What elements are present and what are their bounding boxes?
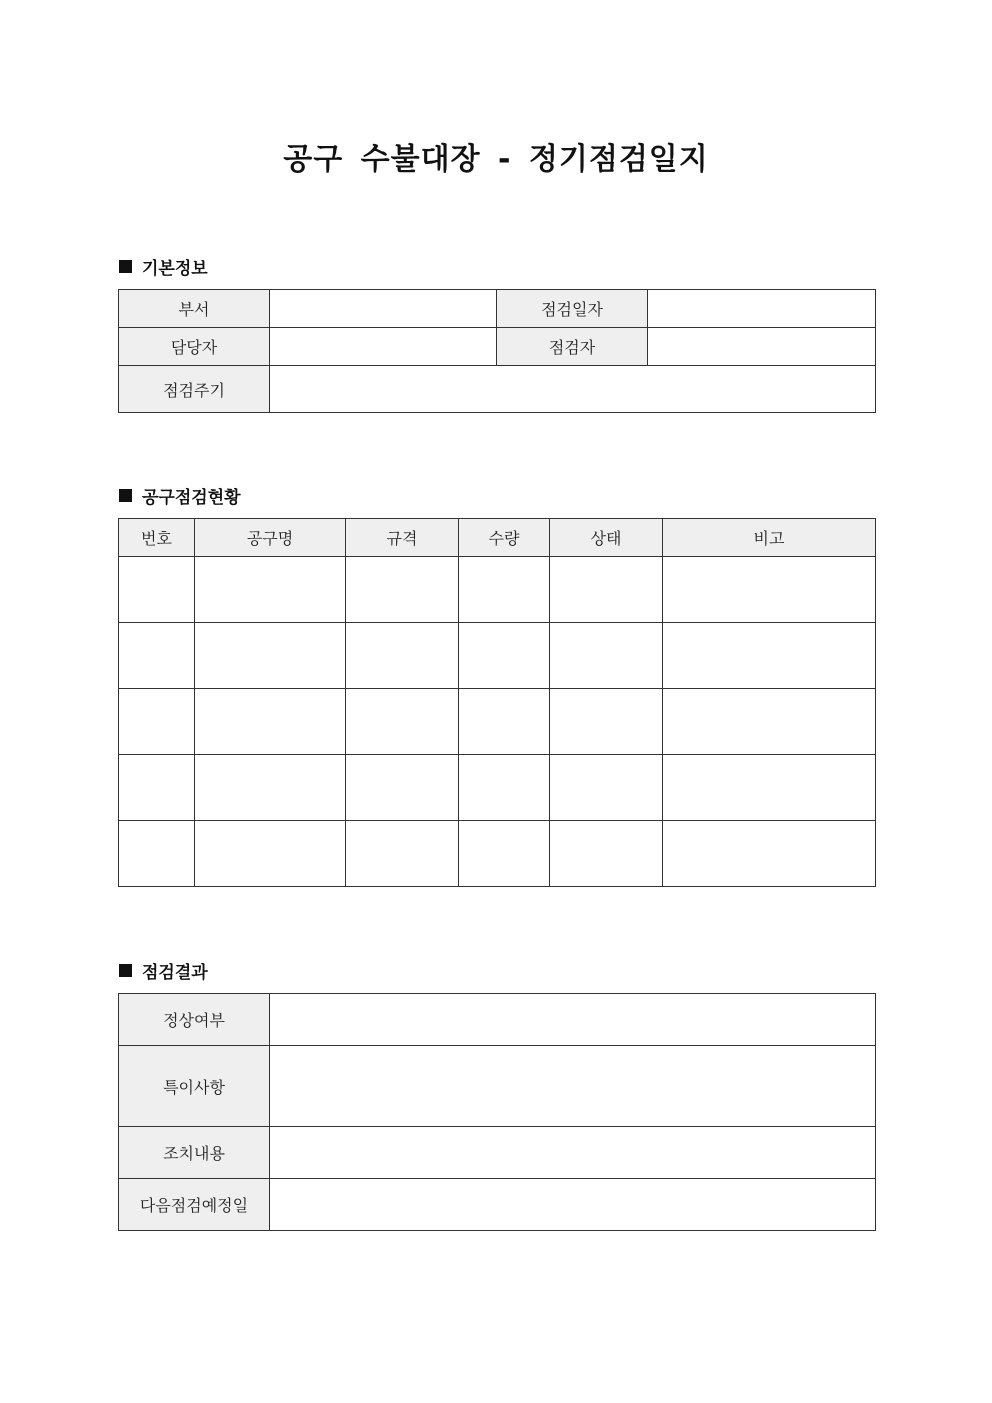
cell-spec[interactable] (346, 623, 459, 689)
cell-note[interactable] (663, 755, 876, 821)
cell-spec[interactable] (346, 755, 459, 821)
square-bullet-icon (119, 489, 132, 502)
normal-status-field[interactable] (270, 994, 876, 1046)
square-bullet-icon (119, 964, 132, 977)
cell-tool-name[interactable] (195, 557, 346, 623)
table-row (119, 557, 876, 623)
tool-status-table (118, 518, 876, 887)
cell-condition[interactable] (550, 689, 663, 755)
cell-spec[interactable] (346, 821, 459, 887)
column-header-number: 번호 (119, 519, 195, 557)
cell-quantity[interactable] (459, 557, 550, 623)
cell-spec[interactable] (346, 689, 459, 755)
cell-condition[interactable] (550, 821, 663, 887)
cell-spec[interactable] (346, 557, 459, 623)
department-field[interactable] (270, 290, 497, 328)
label-inspection-date: 점검일자 (497, 290, 648, 328)
action-field[interactable] (270, 1127, 876, 1179)
section-title: 기본정보 (142, 259, 208, 279)
page-title: 공구 수불대장 - 정기점검일지 (283, 142, 709, 177)
cell-tool-name[interactable] (195, 755, 346, 821)
cell-quantity[interactable] (459, 623, 550, 689)
section-title: 점검결과 (142, 963, 208, 983)
cell-number[interactable] (119, 623, 195, 689)
cell-tool-name[interactable] (195, 623, 346, 689)
cell-note[interactable] (663, 557, 876, 623)
cell-number[interactable] (119, 689, 195, 755)
manager-field[interactable] (270, 328, 497, 366)
basic-info-table (118, 289, 876, 413)
cell-condition[interactable] (550, 623, 663, 689)
cell-note[interactable] (663, 689, 876, 755)
table-row (119, 623, 876, 689)
cell-note[interactable] (663, 821, 876, 887)
table-row (119, 755, 876, 821)
next-date-field[interactable] (270, 1179, 876, 1231)
remarks-field[interactable] (270, 1046, 876, 1127)
label-inspector: 점검자 (497, 328, 648, 366)
square-bullet-icon (119, 260, 132, 273)
cell-number[interactable] (119, 755, 195, 821)
cell-quantity[interactable] (459, 755, 550, 821)
inspection-cycle-field[interactable] (270, 366, 876, 413)
result-table (118, 993, 876, 1231)
column-header-tool-name: 공구명 (195, 519, 346, 557)
column-header-condition: 상태 (550, 519, 663, 557)
column-header-note: 비고 (663, 519, 876, 557)
label-normal-status: 정상여부 (119, 994, 270, 1046)
section-heading-basic-info (119, 254, 208, 279)
inspection-date-field[interactable] (648, 290, 876, 328)
cell-number[interactable] (119, 821, 195, 887)
table-row (119, 821, 876, 887)
cell-tool-name[interactable] (195, 689, 346, 755)
label-manager: 담당자 (119, 328, 270, 366)
cell-number[interactable] (119, 557, 195, 623)
section-title: 공구점검현황 (142, 488, 241, 508)
section-heading-result (119, 958, 208, 983)
label-action: 조치내용 (119, 1127, 270, 1179)
table-row (119, 689, 876, 755)
label-next-date: 다음점검예정일 (119, 1179, 270, 1231)
cell-condition[interactable] (550, 755, 663, 821)
cell-condition[interactable] (550, 557, 663, 623)
cell-note[interactable] (663, 623, 876, 689)
column-header-quantity: 수량 (459, 519, 550, 557)
inspector-field[interactable] (648, 328, 876, 366)
cell-quantity[interactable] (459, 821, 550, 887)
label-department: 부서 (119, 290, 270, 328)
cell-quantity[interactable] (459, 689, 550, 755)
cell-tool-name[interactable] (195, 821, 346, 887)
section-heading-tool-status (119, 483, 241, 508)
label-remarks: 특이사항 (119, 1046, 270, 1127)
column-header-spec: 규격 (346, 519, 459, 557)
label-inspection-cycle: 점검주기 (119, 366, 270, 413)
